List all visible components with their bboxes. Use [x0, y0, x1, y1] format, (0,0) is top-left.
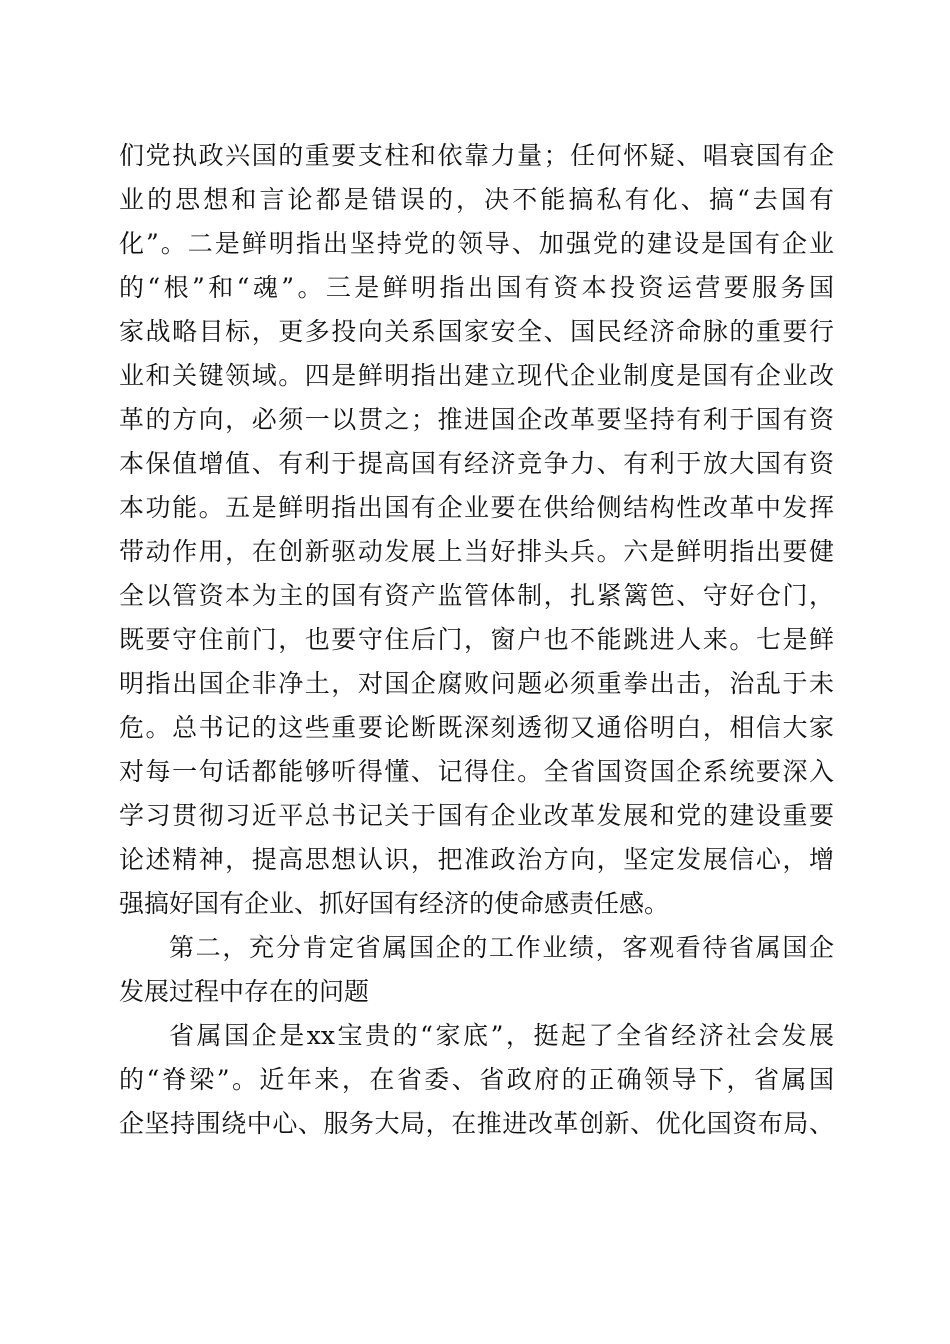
text-line: 既要守住前门，也要守住后门，窗户也不能跳进人来。七是鲜 — [119, 625, 834, 654]
text-line: 的“脊梁”。近年来，在省委、省政府的正确领导下，省属国 — [119, 1065, 834, 1094]
paragraph-2 — [119, 1014, 834, 1146]
text-line: 学习贯彻习近平总书记关于国有企业改革发展和党的建设重要 — [119, 801, 834, 830]
text-line: 强搞好国有企业、抓好国有经济的使命感责任感。 — [119, 889, 670, 918]
document-body — [119, 134, 834, 1146]
heading-line: 发展过程中存在的问题 — [119, 977, 370, 1006]
text-line: 危。总书记的这些重要论断既深刻透彻又通俗明白，相信大家 — [119, 713, 834, 742]
text-line: 对每一句话都能够听得懂、记得住。全省国资国企系统要深入 — [119, 757, 834, 786]
text-line: 论述精神，提高思想认识，把准政治方向，坚定发展信心，增 — [119, 845, 834, 874]
text-line: 革的方向，必须一以贯之；推进国企改革要坚持有利于国有资 — [119, 405, 834, 434]
paragraph-1 — [119, 134, 834, 926]
text-line: 本保值增值、有利于提高国有经济竞争力、有利于放大国有资 — [119, 449, 834, 478]
heading-line: 第二，充分肯定省属国企的工作业绩，客观看待省属国企 — [169, 933, 834, 962]
text-line: 明指出国企非净土，对国企腐败问题必须重拳出击，治乱于未 — [119, 669, 834, 698]
text-line: 业和关键领域。四是鲜明指出建立现代企业制度是国有企业改 — [119, 361, 834, 390]
text-line: 化”。二是鲜明指出坚持党的领导、加强党的建设是国有企业 — [119, 229, 834, 258]
text-line: 的“根”和“魂”。三是鲜明指出国有资本投资运营要服务国 — [119, 273, 834, 302]
text-line: 本功能。五是鲜明指出国有企业要在供给侧结构性改革中发挥 — [119, 493, 834, 522]
text-line: 家战略目标，更多投向关系国家安全、国民经济命脉的重要行 — [119, 317, 834, 346]
text-line: 们党执政兴国的重要支柱和依靠力量；任何怀疑、唱衰国有企 — [119, 141, 834, 170]
section-heading — [119, 926, 834, 1014]
text-line: 企坚持围绕中心、服务大局，在推进改革创新、优化国资布局、 — [119, 1109, 834, 1138]
text-line: 省属国企是xx宝贵的“家底”，挺起了全省经济社会发展 — [169, 1021, 834, 1050]
text-line: 业的思想和言论都是错误的，决不能搞私有化、搞“去国有 — [119, 185, 834, 214]
text-line: 全以管资本为主的国有资产监管体制，扎紧篱笆、守好仓门， — [119, 581, 834, 610]
text-line: 带动作用，在创新驱动发展上当好排头兵。六是鲜明指出要健 — [119, 537, 834, 566]
